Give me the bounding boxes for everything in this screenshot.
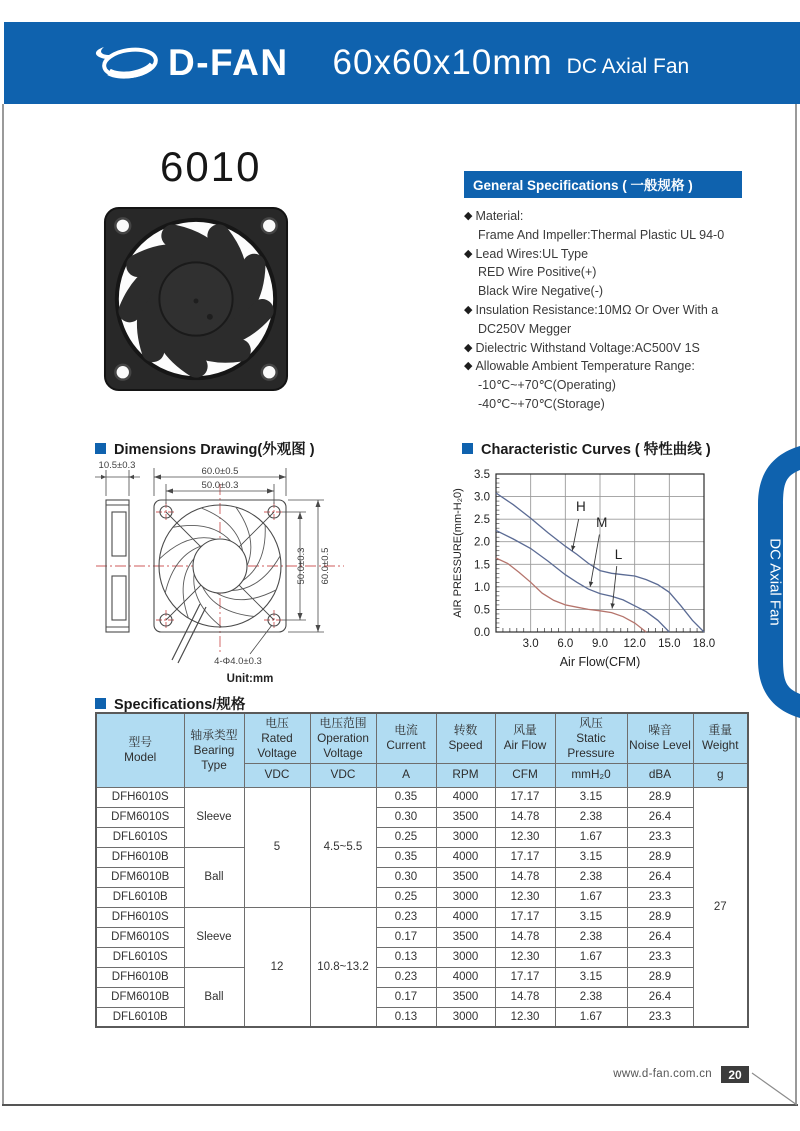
bearing-type-cell: Sleeve <box>184 787 244 847</box>
current-cell: 0.13 <box>376 947 436 967</box>
operation-voltage-cell: 4.5~5.5 <box>310 787 376 907</box>
spec-list-item <box>464 320 742 339</box>
spec-list-item <box>464 376 742 395</box>
spec-table-body <box>96 787 748 1027</box>
website-url: www.d-fan.com.cn <box>613 1068 712 1080</box>
model-cell: DFL6010S <box>96 827 184 847</box>
current-cell: 0.13 <box>376 1007 436 1027</box>
spec-list-item-text: Material: <box>475 209 524 223</box>
page-title: 60x60x10mm <box>332 43 553 82</box>
spec-list-item-text: -40℃~+70℃(Storage) <box>478 396 605 411</box>
model-cell: DFH6010B <box>96 847 184 867</box>
speed-cell: 3000 <box>436 947 495 967</box>
pressure-cell: 2.38 <box>555 927 627 947</box>
current-cell: 0.17 <box>376 927 436 947</box>
pressure-cell: 2.38 <box>555 807 627 827</box>
airflow-cell: 12.30 <box>495 947 555 967</box>
noise-cell: 28.9 <box>627 907 693 927</box>
model-cell: DFM6010S <box>96 807 184 827</box>
general-specifications-list <box>464 207 742 414</box>
spec-list-item-text: Insulation Resistance:10MΩ Or Over With a <box>475 302 719 317</box>
brand-name: D-FAN <box>168 42 289 83</box>
spec-list-item-text: DC250V Megger <box>478 321 572 336</box>
column-header: 电流 Current <box>376 713 436 763</box>
spec-list-item <box>464 339 742 358</box>
dimensions-drawing <box>92 458 352 693</box>
column-unit: VDC <box>310 763 376 787</box>
side-tab <box>750 444 800 720</box>
column-unit: mmH₂0 <box>555 763 627 787</box>
noise-cell: 26.4 <box>627 807 693 827</box>
bullet-diamond-icon: ◆ <box>464 341 473 354</box>
chart-text: M <box>596 514 608 530</box>
model-cell: DFL6010B <box>96 887 184 907</box>
model-cell: DFM6010S <box>96 927 184 947</box>
brand-logo <box>90 39 289 87</box>
curve-M <box>496 530 669 632</box>
spec-table-section-title: Specifications/规格 <box>114 697 246 713</box>
column-header: 转数 Speed <box>436 713 495 763</box>
spec-list-item <box>464 282 742 301</box>
curve-L <box>496 558 646 632</box>
spec-list-item <box>464 395 742 414</box>
chart-text: 0.0 <box>474 627 490 639</box>
column-header: 重量 Weight <box>693 713 748 763</box>
bullet-diamond-icon: ◆ <box>464 210 473 222</box>
current-cell: 0.17 <box>376 987 436 1007</box>
airflow-cell: 14.78 <box>495 807 555 827</box>
column-header: 噪音 Noise Level <box>627 713 693 763</box>
rated-voltage-cell: 5 <box>244 787 310 907</box>
noise-cell: 28.9 <box>627 847 693 867</box>
column-unit: dBA <box>627 763 693 787</box>
airflow-cell: 14.78 <box>495 987 555 1007</box>
pressure-cell: 2.38 <box>555 987 627 1007</box>
current-cell: 0.23 <box>376 967 436 987</box>
bottom-border-line <box>2 1104 798 1106</box>
chart-text: 0.5 <box>474 604 490 617</box>
noise-cell: 26.4 <box>627 987 693 1007</box>
table-row <box>96 907 748 927</box>
speed-cell: 3500 <box>436 987 495 1007</box>
spec-list-item <box>464 226 742 245</box>
pressure-cell: 3.15 <box>555 907 627 927</box>
section-marker-icon <box>95 443 106 454</box>
speed-cell: 3000 <box>436 827 495 847</box>
column-header: 轴承类型 Bearing Type <box>184 713 244 787</box>
column-header: 电压 Rated Voltage <box>244 713 310 763</box>
speed-cell: 3500 <box>436 927 495 947</box>
noise-cell: 28.9 <box>627 787 693 807</box>
page-number-badge: 20 <box>721 1066 749 1083</box>
svg-text:4-Φ4.0±0.3: 4-Φ4.0±0.3 <box>214 656 262 667</box>
pressure-cell: 1.67 <box>555 887 627 907</box>
speed-cell: 3000 <box>436 1007 495 1027</box>
column-unit: CFM <box>495 763 555 787</box>
chart-text: H <box>576 499 586 515</box>
model-cell: DFH6010B <box>96 967 184 987</box>
column-unit: g <box>693 763 748 787</box>
fan-product-image <box>102 205 290 393</box>
noise-cell: 26.4 <box>627 927 693 947</box>
svg-text:10.5±0.3: 10.5±0.3 <box>98 460 136 471</box>
model-cell: DFL6010S <box>96 947 184 967</box>
pressure-cell: 1.67 <box>555 1007 627 1027</box>
airflow-cell: 17.17 <box>495 787 555 807</box>
table-row <box>96 847 748 867</box>
general-specifications-header: General Specifications ( 一般规格 ) <box>464 171 742 198</box>
current-cell: 0.25 <box>376 887 436 907</box>
current-cell: 0.35 <box>376 847 436 867</box>
specifications-table <box>95 712 749 1028</box>
chart-text: 1.5 <box>474 559 490 572</box>
noise-cell: 23.3 <box>627 827 693 847</box>
speed-cell: 3500 <box>436 807 495 827</box>
spec-list-item <box>464 207 742 226</box>
dimensions-section-title: Dimensions Drawing(外观图 ) <box>114 442 315 458</box>
y-axis-label: AIR PRESSURE(mm-H₂0) <box>452 488 464 618</box>
model-number: 6010 <box>160 143 262 190</box>
bearing-type-cell: Ball <box>184 967 244 1027</box>
chart-text: 9.0 <box>592 638 608 650</box>
current-cell: 0.35 <box>376 787 436 807</box>
column-unit: A <box>376 763 436 787</box>
characteristic-curves-chart <box>448 466 748 681</box>
chart-text: 3.0 <box>474 491 490 504</box>
svg-text:60.0±0.5: 60.0±0.5 <box>201 466 239 477</box>
airflow-cell: 12.30 <box>495 887 555 907</box>
chart-text: 2.0 <box>474 536 490 549</box>
chart-text: 6.0 <box>557 638 574 650</box>
current-cell: 0.25 <box>376 827 436 847</box>
column-header: 风量 Air Flow <box>495 713 555 763</box>
chart-text: 3.5 <box>474 469 490 481</box>
model-cell: DFL6010B <box>96 1007 184 1027</box>
table-row <box>96 787 748 807</box>
chart-text: 18.0 <box>692 638 716 650</box>
pressure-cell: 1.67 <box>555 947 627 967</box>
spec-table-section-header <box>95 693 245 714</box>
weight-cell: 27 <box>693 787 748 1027</box>
pressure-cell: 3.15 <box>555 967 627 987</box>
chart-text: 1.0 <box>474 581 490 594</box>
chart-text: 15.0 <box>658 638 681 650</box>
svg-text:50.0±0.3: 50.0±0.3 <box>296 547 307 585</box>
curves-section-title: Characteristic Curves ( 特性曲线 ) <box>481 442 711 458</box>
column-header: 型号 Model <box>96 713 184 787</box>
spec-list-item-text: Dielectric Withstand Voltage:AC500V 1S <box>475 340 700 355</box>
model-cell: DFM6010B <box>96 867 184 887</box>
chart-text: 3.0 <box>522 638 539 650</box>
speed-cell: 4000 <box>436 847 495 867</box>
bearing-type-cell: Ball <box>184 847 244 907</box>
airflow-cell: 17.17 <box>495 907 555 927</box>
noise-cell: 28.9 <box>627 967 693 987</box>
column-header: 电压范围 Operation Voltage <box>310 713 376 763</box>
x-axis-label: Air Flow(CFM) <box>559 655 641 669</box>
section-marker-icon <box>462 443 473 454</box>
spec-list-item <box>464 301 742 320</box>
current-cell: 0.30 <box>376 807 436 827</box>
pressure-cell: 3.15 <box>555 847 627 867</box>
model-cell: DFM6010B <box>96 987 184 1007</box>
brand-logo-swoosh-icon <box>90 39 164 87</box>
bullet-diamond-icon: ◆ <box>464 360 473 373</box>
noise-cell: 23.3 <box>627 947 693 967</box>
bullet-diamond-icon: ◆ <box>464 247 473 260</box>
footer-corner-line <box>744 1064 800 1108</box>
spec-list-item-text: Black Wire Negative(-) <box>478 284 604 299</box>
spec-list-item <box>464 357 742 376</box>
pressure-cell: 1.67 <box>555 827 627 847</box>
pressure-cell: 2.38 <box>555 867 627 887</box>
noise-cell: 23.3 <box>627 1007 693 1027</box>
rated-voltage-cell: 12 <box>244 907 310 1027</box>
airflow-cell: 12.30 <box>495 827 555 847</box>
column-unit: VDC <box>244 763 310 787</box>
spec-list-item-text: RED Wire Positive(+) <box>478 265 597 280</box>
operation-voltage-cell: 10.8~13.2 <box>310 907 376 1027</box>
spec-list-item-text: Allowable Ambient Temperature Range: <box>475 359 695 374</box>
svg-text:60.0±0.5: 60.0±0.5 <box>320 547 331 585</box>
speed-cell: 4000 <box>436 787 495 807</box>
chart-text: L <box>614 546 623 562</box>
noise-cell: 23.3 <box>627 887 693 907</box>
model-cell: DFH6010S <box>96 787 184 807</box>
column-header: 风压 Static Pressure <box>555 713 627 763</box>
model-cell: DFH6010S <box>96 907 184 927</box>
current-cell: 0.30 <box>376 867 436 887</box>
lead-wires <box>172 604 206 663</box>
spec-list-item-text: Lead Wires:UL Type <box>475 246 589 261</box>
current-cell: 0.23 <box>376 907 436 927</box>
speed-cell: 3500 <box>436 867 495 887</box>
left-border-line <box>2 104 4 1104</box>
airflow-cell: 12.30 <box>495 1007 555 1027</box>
pressure-cell: 3.15 <box>555 787 627 807</box>
spec-list-item <box>464 263 742 282</box>
chart-text: 12.0 <box>623 638 646 650</box>
bearing-type-cell: Sleeve <box>184 907 244 967</box>
airflow-cell: 17.17 <box>495 967 555 987</box>
noise-cell: 26.4 <box>627 867 693 887</box>
airflow-cell: 14.78 <box>495 927 555 947</box>
bullet-diamond-icon: ◆ <box>464 303 473 316</box>
table-row <box>96 967 748 987</box>
column-unit: RPM <box>436 763 495 787</box>
side-tab-label: DC Axial Fan <box>766 538 784 626</box>
section-marker-icon <box>95 698 106 709</box>
airflow-cell: 17.17 <box>495 847 555 867</box>
chart-text: 2.5 <box>474 514 490 527</box>
curves-section-header <box>462 438 711 459</box>
svg-text:Unit:mm: Unit:mm <box>226 673 274 685</box>
spec-list-item-text: Frame And Impeller:Thermal Plastic UL 94-0 <box>478 227 725 242</box>
speed-cell: 4000 <box>436 907 495 927</box>
page-subtitle: DC Axial Fan <box>566 55 690 78</box>
airflow-cell: 14.78 <box>495 867 555 887</box>
general-specifications-section <box>464 171 742 414</box>
speed-cell: 3000 <box>436 887 495 907</box>
spec-list-item-text: -10℃~+70℃(Operating) <box>478 378 616 393</box>
dimensions-section-header <box>95 438 315 459</box>
speed-cell: 4000 <box>436 967 495 987</box>
spec-table-header <box>96 713 748 787</box>
spec-list-item <box>464 245 742 264</box>
svg-text:50.0±0.3: 50.0±0.3 <box>201 480 239 491</box>
header-band <box>4 22 800 104</box>
